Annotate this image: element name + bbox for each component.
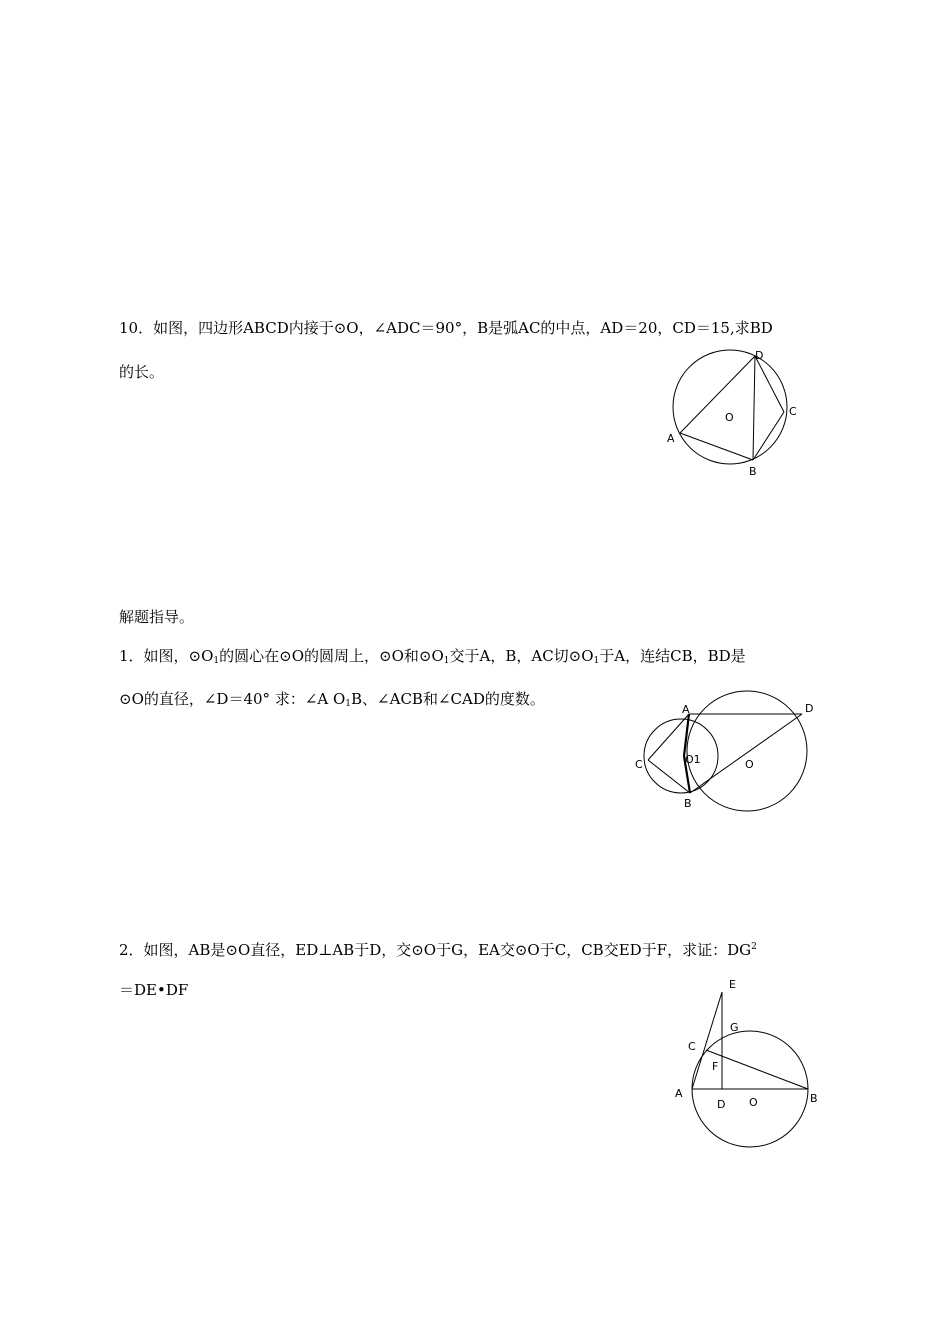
label-d: D bbox=[755, 349, 764, 362]
problem-1-figure bbox=[630, 680, 830, 820]
problem-2-text-1a: 2．如图，AB是⊙O直径，ED⊥AB于D，交⊙O于G，EA交⊙O于C，CB交ED于F，求证：DG bbox=[119, 941, 752, 959]
problem-2-line-2 bbox=[119, 980, 188, 1000]
problem-10-line-1 bbox=[119, 318, 773, 338]
segment-cb bbox=[648, 760, 690, 793]
label-c: C bbox=[635, 758, 643, 771]
guide-heading-text: 解题指导。 bbox=[119, 608, 195, 626]
label-o: O bbox=[725, 411, 734, 424]
circle-o1 bbox=[644, 719, 718, 793]
superscript-2: 2 bbox=[751, 942, 757, 952]
circle-o bbox=[687, 691, 807, 811]
segment-dc bbox=[755, 356, 784, 412]
subscript-1: 1 bbox=[345, 699, 352, 709]
segment-cb bbox=[706, 1050, 808, 1089]
problem-1-text-1a: 1．如图，⊙O bbox=[119, 647, 214, 665]
problem-10-text-1: 10．如图，四边形ABCD内接于⊙O，∠ADC＝90°，B是弧AC的中点，AD＝20，CD＝15,求BD bbox=[119, 319, 773, 337]
label-a: A bbox=[675, 1087, 683, 1100]
label-g: G bbox=[730, 1021, 739, 1034]
label-f: F bbox=[712, 1060, 719, 1073]
label-c: C bbox=[789, 405, 797, 418]
problem-1-line-2 bbox=[119, 689, 545, 714]
segment-ba bbox=[680, 433, 753, 460]
problem-1-line-1 bbox=[119, 646, 746, 671]
subscript-1: 1 bbox=[213, 656, 220, 666]
label-e: E bbox=[729, 978, 736, 991]
circle-o bbox=[673, 350, 787, 464]
label-b: B bbox=[749, 465, 757, 478]
segment-ad bbox=[680, 356, 755, 433]
segment-a-o1 bbox=[684, 714, 689, 756]
guide-heading bbox=[119, 607, 194, 627]
label-o: O bbox=[745, 758, 754, 771]
label-o: O bbox=[749, 1096, 758, 1109]
label-b: B bbox=[684, 797, 692, 810]
label-b: B bbox=[810, 1092, 818, 1105]
label-a: A bbox=[682, 703, 690, 716]
problem-10-figure bbox=[660, 340, 820, 480]
problem-1-text-1c: 交于A，B，AC切⊙O bbox=[449, 647, 594, 665]
problem-1-text-1d: 于A，连结CB，BD是 bbox=[599, 647, 746, 665]
label-a: A bbox=[667, 432, 675, 445]
subscript-1: 1 bbox=[443, 656, 450, 666]
problem-10-text-2: 的长。 bbox=[119, 363, 165, 381]
problem-10-line-2 bbox=[119, 362, 164, 382]
subscript-1: 1 bbox=[593, 656, 600, 666]
segment-db bbox=[753, 356, 755, 460]
label-d: D bbox=[805, 702, 814, 715]
problem-2-text-2: ＝DE•DF bbox=[119, 981, 189, 999]
problem-1-text-2b: B、∠ACB和∠CAD的度数。 bbox=[351, 690, 545, 708]
label-c: C bbox=[688, 1040, 696, 1053]
problem-2-line-1 bbox=[119, 937, 757, 960]
label-d: D bbox=[717, 1098, 726, 1111]
segment-db bbox=[690, 714, 802, 793]
problem-2-figure bbox=[665, 970, 835, 1150]
problem-1-text-1b: 的圆心在⊙O的圆周上，⊙O和⊙O bbox=[219, 647, 444, 665]
label-o1: O1 bbox=[685, 753, 701, 766]
problem-1-text-2a: ⊙O的直径，∠D＝40° 求：∠A O bbox=[119, 690, 346, 708]
